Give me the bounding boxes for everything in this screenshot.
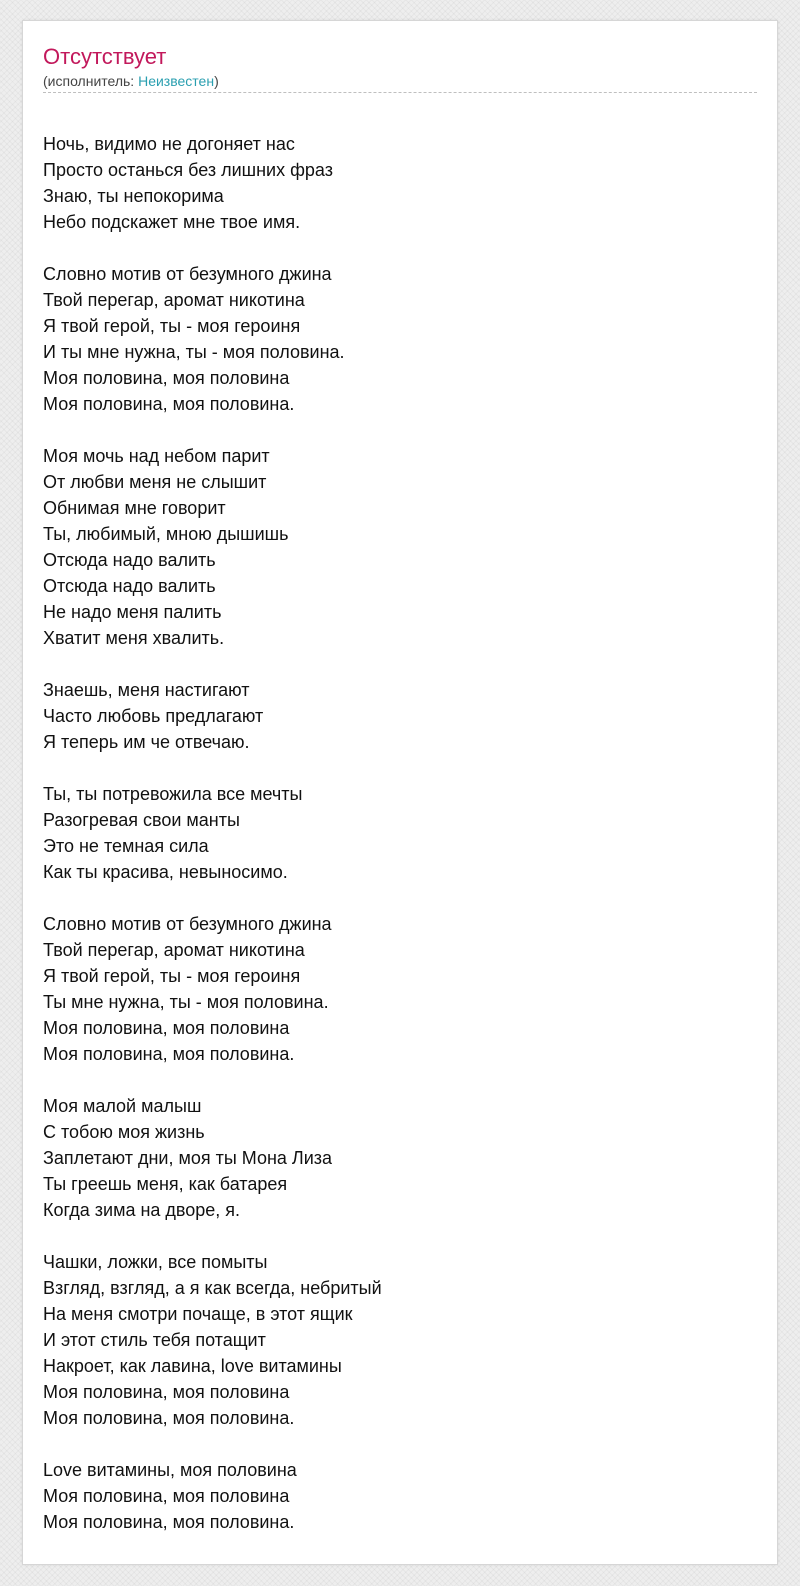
lyrics-line: Я твой герой, ты - моя героиня xyxy=(43,316,301,336)
lyrics-line: На меня смотри почаще, в этот ящик xyxy=(43,1304,353,1324)
lyrics-card xyxy=(22,20,778,1565)
artist-prefix: (исполнитель: xyxy=(43,73,139,89)
lyrics-line: Моя мочь над небом парит xyxy=(43,446,270,466)
lyrics-line: И ты мне нужна, ты - моя половина. xyxy=(43,342,345,362)
lyrics-line: Ты, ты потревожила все мечты xyxy=(43,784,303,804)
lyrics-line: Часто любовь предлагают xyxy=(43,706,264,726)
song-title: Отсутствует xyxy=(43,44,167,69)
lyrics-line: Заплетают дни, моя ты Мона Лиза xyxy=(43,1148,333,1168)
artist-link[interactable]: Неизвестен xyxy=(138,73,215,89)
artist-line xyxy=(43,72,219,90)
lyrics-line: Ночь, видимо не догоняет нас xyxy=(43,134,295,154)
lyrics-line: Не надо меня палить xyxy=(43,602,222,622)
lyrics-line: От любви меня не слышит xyxy=(43,472,267,492)
lyrics-line: Небо подскажет мне твое имя. xyxy=(43,212,301,232)
lyrics-line: Как ты красива, невыносимо. xyxy=(43,862,288,882)
lyrics-stanza xyxy=(43,1249,743,1431)
lyrics-line: Это не темная сила xyxy=(43,836,209,856)
lyrics-line: Моя половина, моя половина xyxy=(43,1486,290,1506)
lyrics-line: Отсюда надо валить xyxy=(43,576,216,596)
lyrics-line: Твой перегар, аромат никотина xyxy=(43,290,305,310)
lyrics-line: Когда зима на дворе, я. xyxy=(43,1200,241,1220)
lyrics-line: Словно мотив от безумного джина xyxy=(43,914,332,934)
lyrics-line: Я твой герой, ты - моя героиня xyxy=(43,966,301,986)
lyrics-stanza xyxy=(43,261,743,417)
lyrics-stanza xyxy=(43,1457,743,1535)
lyrics-line: Взгляд, взгляд, а я как всегда, небритый xyxy=(43,1278,382,1298)
lyrics-line: Обнимая мне говорит xyxy=(43,498,226,518)
lyrics-line: Отсюда надо валить xyxy=(43,550,216,570)
lyrics-stanza xyxy=(43,131,743,235)
lyrics-line: Знаешь, меня настигают xyxy=(43,680,250,700)
lyrics-stanza xyxy=(43,911,743,1067)
lyrics-stanza xyxy=(43,677,743,755)
lyrics-line: И этот стиль тебя потащит xyxy=(43,1330,266,1350)
lyrics-line: Моя половина, моя половина. xyxy=(43,1044,295,1064)
lyrics-line: Моя половина, моя половина xyxy=(43,1382,290,1402)
lyrics-line: Моя половина, моя половина xyxy=(43,368,290,388)
lyrics-line: Накроет, как лавина, love витамины xyxy=(43,1356,342,1376)
lyrics-line: Знаю, ты непокорима xyxy=(43,186,224,206)
lyrics-line: Просто останься без лишних фраз xyxy=(43,160,333,180)
lyrics-line: Моя половина, моя половина. xyxy=(43,394,295,414)
lyrics-line: Моя половина, моя половина xyxy=(43,1018,290,1038)
lyrics-line: Твой перегар, аромат никотина xyxy=(43,940,305,960)
artist-suffix: ) xyxy=(214,73,219,89)
lyrics-line: Моя половина, моя половина. xyxy=(43,1408,295,1428)
lyrics-text xyxy=(43,131,743,1561)
lyrics-line: Я теперь им че отвечаю. xyxy=(43,732,250,752)
lyrics-line: Чашки, ложки, все помыты xyxy=(43,1252,268,1272)
lyrics-line: Разогревая свои манты xyxy=(43,810,240,830)
lyrics-line: Ты, любимый, мною дышишь xyxy=(43,524,289,544)
lyrics-line: Моя малой малыш xyxy=(43,1096,202,1116)
lyrics-line: Love витамины, моя половина xyxy=(43,1460,297,1480)
title-divider xyxy=(43,92,757,93)
lyrics-line: Словно мотив от безумного джина xyxy=(43,264,332,284)
lyrics-line: С тобою моя жизнь xyxy=(43,1122,205,1142)
lyrics-stanza xyxy=(43,781,743,885)
lyrics-line: Ты греешь меня, как батарея xyxy=(43,1174,288,1194)
lyrics-line: Моя половина, моя половина. xyxy=(43,1512,295,1532)
lyrics-line: Ты мне нужна, ты - моя половина. xyxy=(43,992,329,1012)
lyrics-line: Хватит меня хвалить. xyxy=(43,628,225,648)
lyrics-stanza xyxy=(43,443,743,651)
lyrics-stanza xyxy=(43,1093,743,1223)
